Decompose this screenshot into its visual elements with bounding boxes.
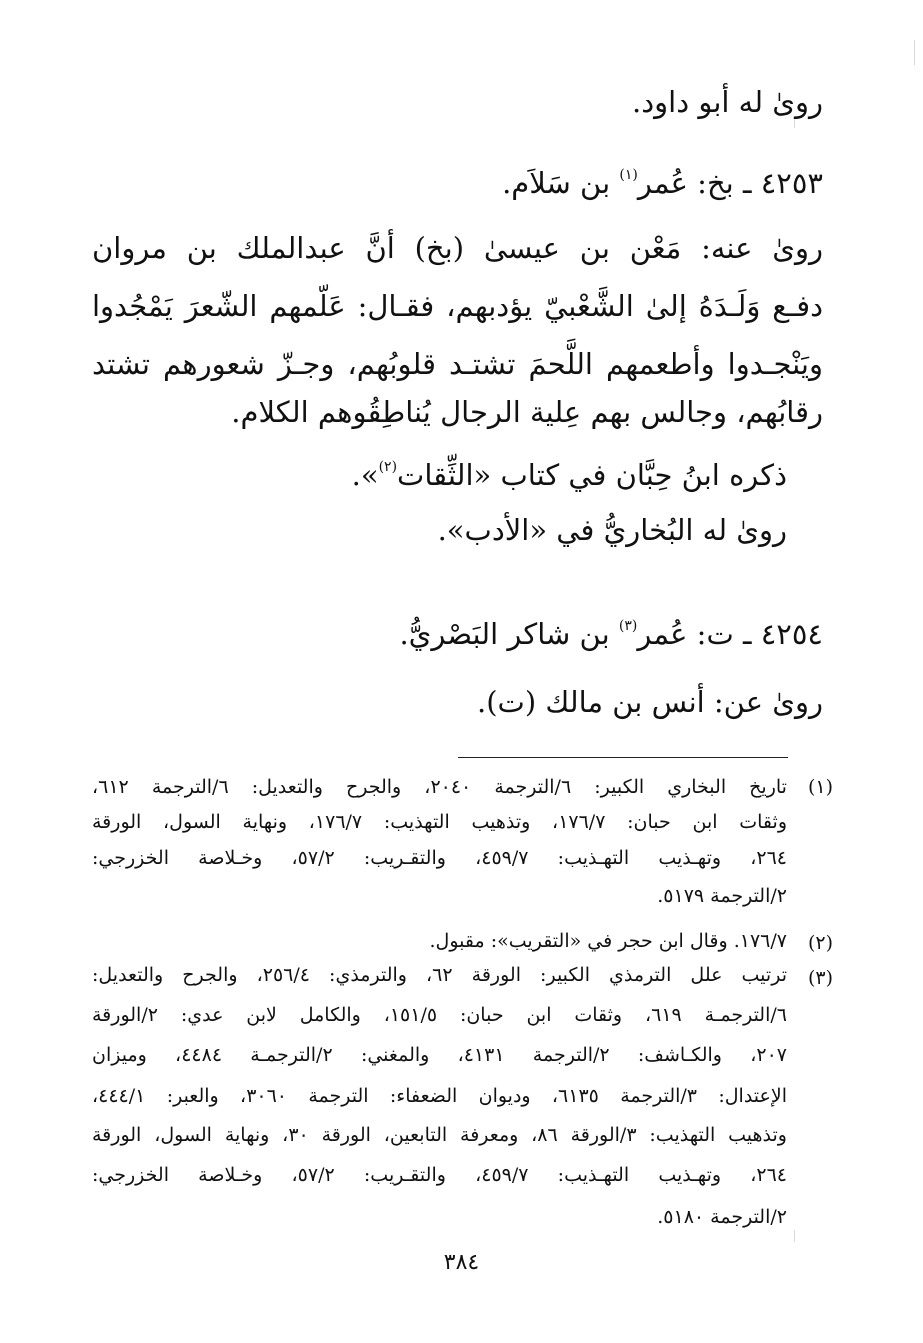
footnote-line: ٢٦٤، وتهـذيب التهـذيب: ٤٥٩/٧، والتقـريب: ٥٧/٢، وخـلاصة الخزرجي:: [92, 1164, 787, 1186]
footnote-line: وتذهيب التهذيب: ٣/الورقة ٨٦، ومعرفة التابعين، الورقة ٣٠، ونهاية السول، الورقة: [92, 1124, 787, 1146]
thiqat-text: ».: [351, 458, 379, 492]
narration-line: رویٰ عن: أنس بن مالك (ت).: [477, 685, 823, 719]
thiqat-text: ذكره ابنُ حِبَّان في كتاب «الثِّقات: [397, 458, 787, 492]
entry-heading-4253: [502, 163, 823, 203]
footnote-line: ٢٠٧، والكـاشف: ٢/الترجمة ٤١٣١، والمغني: ٢/الترجمـة ٤٤٨٤، وميزان: [92, 1044, 787, 1066]
footnote-number: (٢): [807, 932, 833, 954]
entry-heading-text: بن شاكر البَصْريُّ.: [399, 617, 619, 651]
footnote-line: تاريخ البخاري الكبير: ٦/الترجمة ٢٠٤٠، والجرح والتعديل: ٦/الترجمة ٦١٢،: [92, 776, 787, 798]
footnote-line: وثقات ابن حبان: ١٧٦/٧، وتذهيب التهذيب: ١٧٦/٧، ونهاية السول، الورقة: [92, 811, 788, 833]
paragraph-line: ويَنْجـدوا وأطعمهم اللَّحمَ تشتـد قلوبُهم، وجـزّ شعورهم تشتد: [92, 347, 823, 381]
footnote-number: (١): [807, 776, 833, 798]
footnote-ref-2[interactable]: (٢): [378, 459, 398, 475]
footnote-line: ٢/الترجمة ٥١٨٠.: [657, 1206, 787, 1228]
footnote-line: الإعتدال: ٣/الترجمة ٦١٣٥، وديوان الضعفاء: الترجمة ٣٠٦٠، والعبر: ٤٤٤/١،: [92, 1085, 787, 1107]
thiqat-line: [352, 455, 787, 495]
paragraph-line: دفـع وَلَـدَهُ إلیٰ الشَّعْبيّ يؤدبهم، فقـال: عَلّمهم الشّعرَ يَمْجُدوا: [92, 289, 823, 323]
entry-heading-text: ٤٢٥٤ ـ ت: عُمر: [637, 617, 823, 651]
entry-heading-4254: [399, 614, 823, 654]
paragraph-line: رقابُهم، وجالس بهم عِلية الرجال يُناطِقُوهم الكلام.: [231, 395, 823, 429]
page-number: ٣٨٤: [443, 1250, 480, 1275]
footnote-line: ٢٦٤، وتهـذيب التهـذيب: ٤٥٩/٧، والتقـريب: ٥٧/٢، وخـلاصة الخزرجي:: [92, 847, 787, 869]
entry-heading-text: ٤٢٥٣ ـ بخ: عُمر: [637, 166, 823, 200]
adab-line: رویٰ له البُخاريُّ في «الأدب».: [437, 513, 787, 547]
scan-edge-mark: [794, 1230, 795, 1242]
footnote-line: ترتيب علل الترمذي الكبير: الورقة ٦٢، والترمذي: ٢٥٦/٤، والجرح والتعديل:: [92, 964, 787, 986]
entry-heading-text: بن سَلاَم.: [502, 166, 620, 200]
footnote-line: ٢/الترجمة ٥١٧٩.: [657, 885, 787, 907]
footnote-separator: [458, 757, 788, 758]
footnote-ref-1[interactable]: (١): [619, 167, 638, 183]
footnote-number: (٣): [807, 967, 833, 989]
narration-line: رویٰ له أبو داود.: [632, 85, 823, 119]
footnote-line: ١٧٦/٧. وقال ابن حجر في «التقريب»: مقبول.: [429, 930, 787, 952]
footnote-ref-3[interactable]: (٣): [618, 618, 638, 634]
scan-edge-mark: [914, 40, 915, 65]
paragraph-line: رویٰ عنه: مَعْن بن عيسیٰ (بخ) أنَّ عبدالملك بن مروان: [92, 231, 823, 265]
footnote-line: ٦/الترجمـة ٦١٩، وثقات ابن حبان: ١٥١/٥، والكامل لابن عدي: ٢/الورقة: [92, 1004, 787, 1026]
